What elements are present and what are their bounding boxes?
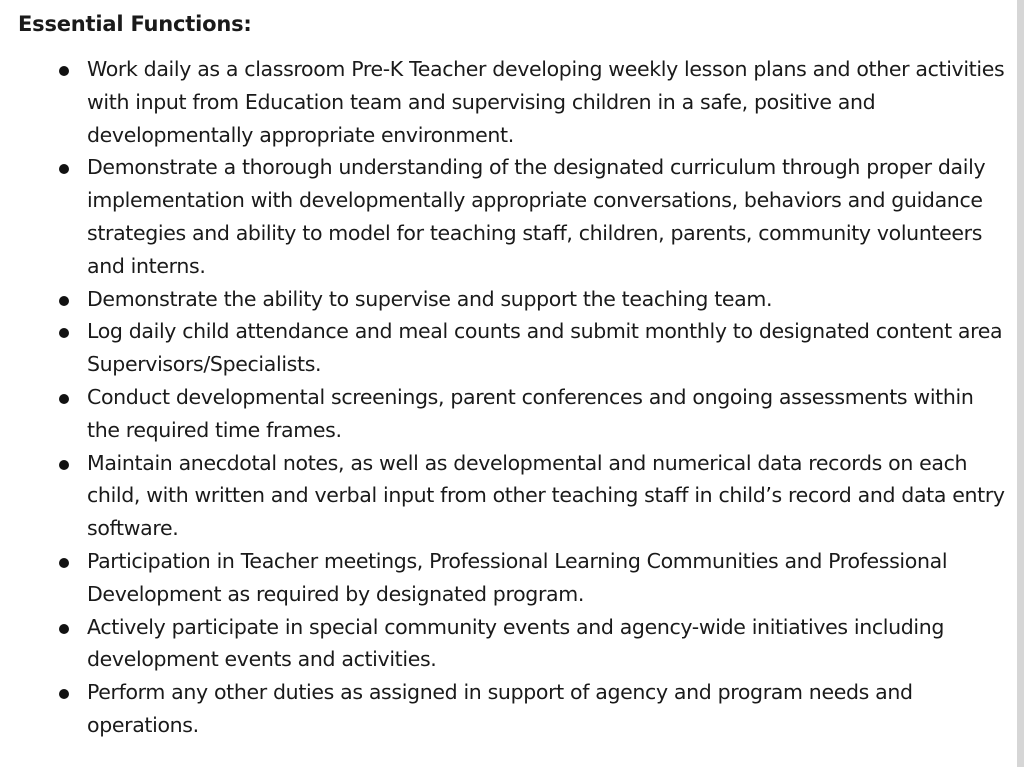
list-item-text: Demonstrate the ability to supervise and support the teaching team. <box>87 286 773 311</box>
list-item <box>18 447 1008 545</box>
bullet-icon <box>59 460 69 470</box>
list-item <box>18 611 1008 677</box>
bullet-icon <box>59 328 69 338</box>
bullet-icon <box>59 164 69 174</box>
list-item <box>18 381 1008 447</box>
list-item-text: Maintain anecdotal notes, as well as developmental and numerical data records on each child, with written and verbal input from other teaching staff in child’s record and data entry software. <box>87 450 1005 541</box>
bullet-icon <box>59 689 69 699</box>
list-item <box>18 53 1008 151</box>
list-item-text: Participation in Teacher meetings, Professional Learning Communities and Professional Development as required by designated program. <box>87 548 948 606</box>
list-item-text: Conduct developmental screenings, parent conferences and ongoing assessments within the required time frames. <box>87 384 974 442</box>
list-item-text: Actively participate in special community events and agency-wide initiatives including development events and activities. <box>87 614 945 672</box>
list-item <box>18 151 1008 282</box>
bullet-icon <box>59 296 69 306</box>
list-item-text: Log daily child attendance and meal counts and submit monthly to designated content area Supervisors/Specialists. <box>87 319 1003 377</box>
list-item <box>18 545 1008 611</box>
list-item-text: Demonstrate a thorough understanding of the designated curriculum through proper daily implementation with developmentally appropriate conversations, behaviors and guidance strategies and ability to model for teaching staff, children, parents, community volunteers and interns. <box>87 155 986 278</box>
bullet-icon <box>59 558 69 568</box>
list-item <box>18 676 1008 742</box>
bullet-icon <box>59 394 69 404</box>
section-heading: Essential Functions: <box>18 12 252 36</box>
scrollbar[interactable] <box>1017 0 1024 767</box>
job-description <box>18 8 1008 742</box>
list-item-text: Work daily as a classroom Pre-K Teacher developing weekly lesson plans and other activities with input from Education team and supervising children in a safe, positive and developmentally appropriate environment. <box>87 57 1005 147</box>
scrollbar-thumb[interactable] <box>1017 0 1024 767</box>
bullet-icon <box>59 66 69 76</box>
list-item-text: Perform any other duties as assigned in support of agency and program needs and operations. <box>87 680 913 737</box>
list-item <box>18 315 1008 381</box>
bullet-icon <box>59 624 69 634</box>
duties-list <box>18 53 1008 742</box>
list-item <box>18 283 1008 316</box>
